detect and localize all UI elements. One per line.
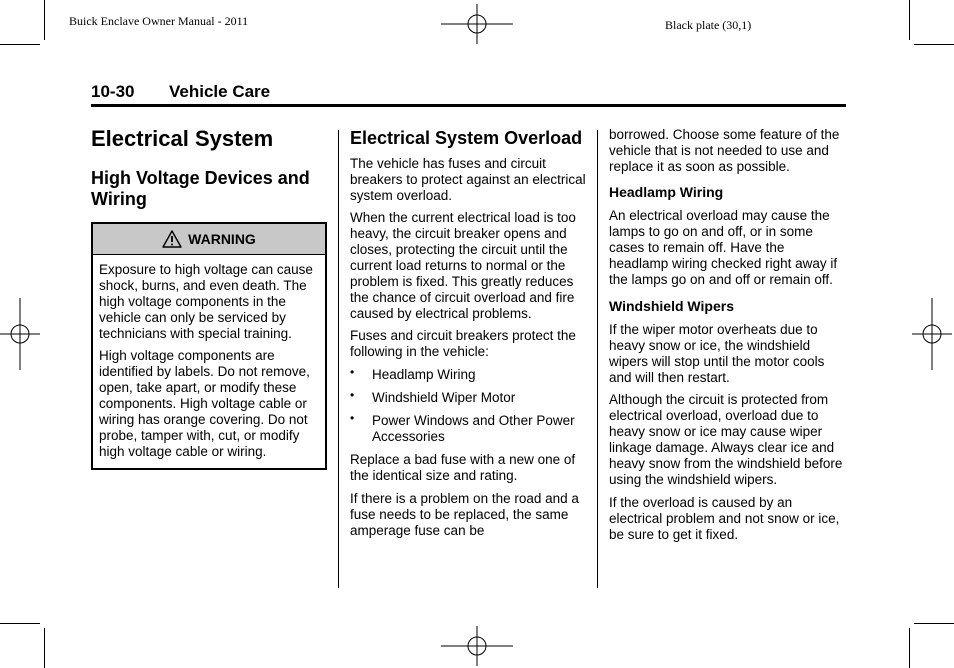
crop-mark [909,0,910,40]
crop-mark [914,623,954,624]
body-paragraph: If the wiper motor overheats due to heavy snow or ice, the windshield wipers will stop until the motor cools and will then restart. [609,322,825,385]
warning-body [93,255,325,468]
warning-triangle-icon [162,230,182,248]
body-paragraph: The vehicle has fuses and circuit breakers to protect against an electrical system overload. [350,156,586,203]
crop-mark [909,628,910,668]
registration-mark-icon [441,626,513,666]
warning-paragraph: Exposure to high voltage can cause shock, burns, and even death. The high voltage components in the vehicle can only be serviced by technicians with special training. [99,262,313,341]
warning-label: WARNING [188,231,256,247]
list-item: • Headlamp Wiring [350,365,476,382]
crop-mark [0,44,40,45]
registration-mark-icon [912,298,952,370]
body-paragraph: Fuses and circuit breakers protect the following in the vehicle: [350,328,576,359]
column-divider [597,130,598,588]
body-paragraph: Replace a bad fuse with a new one of the identical size and rating. [350,452,576,483]
manual-title: Buick Enclave Owner Manual - 2011 [69,14,249,28]
registration-mark-icon [0,298,40,370]
section-header [91,80,846,107]
bullet-icon: • [350,365,355,379]
subsection-heading: Windshield Wipers [609,298,734,314]
list-item: • Windshield Wiper Motor [350,388,516,405]
column-1 [91,122,327,470]
warning-paragraph: High voltage components are identified by labels. Do not remove, open, take apart, or modify these components. High voltage cable or wiring has orange covering. Do not probe, tamper with, cut, or modify high voltage cable or wiring. [99,348,310,459]
subsection-heading: High Voltage Devices and Wiring [91,168,310,209]
column-3 [609,127,846,543]
body-paragraph: An electrical overload may cause the lamps to go on and off, or in some cases to remain off. Have the headlamp wiring checked right away if the lamps go on and off or remain off. [609,208,838,287]
page-number: 10-30 [91,82,135,101]
crop-mark [44,628,45,668]
warning-box [91,222,327,470]
section-name: Vehicle Care [169,82,271,101]
bullet-list [350,367,590,445]
body-paragraph: If the overload is caused by an electrical problem and not snow or ice, be sure to get it fixed. [609,495,840,542]
body-paragraph: When the current electrical load is too heavy, the circuit breaker opens and closes, protecting the circuit until the current load returns to normal or the problem is fixed. This greatly reduces the chance of circuit overload and fire caused by electrical problems. [350,210,576,321]
bullet-icon: • [350,388,355,402]
body-paragraph: Although the circuit is protected from electrical overload, overload due to heavy snow or ice may cause wiper linkage damage. Always clear ice and heavy snow from the windshield before using the windshield wipers. [609,392,843,487]
body-paragraph: borrowed. Choose some feature of the vehicle that is not needed to use and replace it as soon as possible. [609,127,840,174]
warning-header [93,224,325,255]
column-divider [338,130,339,588]
column-2 [350,128,590,539]
plate-label: Black plate (30,1) [665,18,752,32]
crop-mark [914,44,954,45]
list-item: • Power Windows and Other Power Accessories [350,411,575,444]
crop-mark [0,623,40,624]
subsection-heading: Headlamp Wiring [609,184,724,200]
body-paragraph: If there is a problem on the road and a fuse needs to be replaced, the same amperage fuse can be [350,491,579,538]
bullet-icon: • [350,411,355,425]
registration-mark-icon [441,4,513,44]
crop-mark [44,0,45,40]
section-heading: Electrical System Overload [350,128,583,148]
page-title: Electrical System [91,126,274,151]
